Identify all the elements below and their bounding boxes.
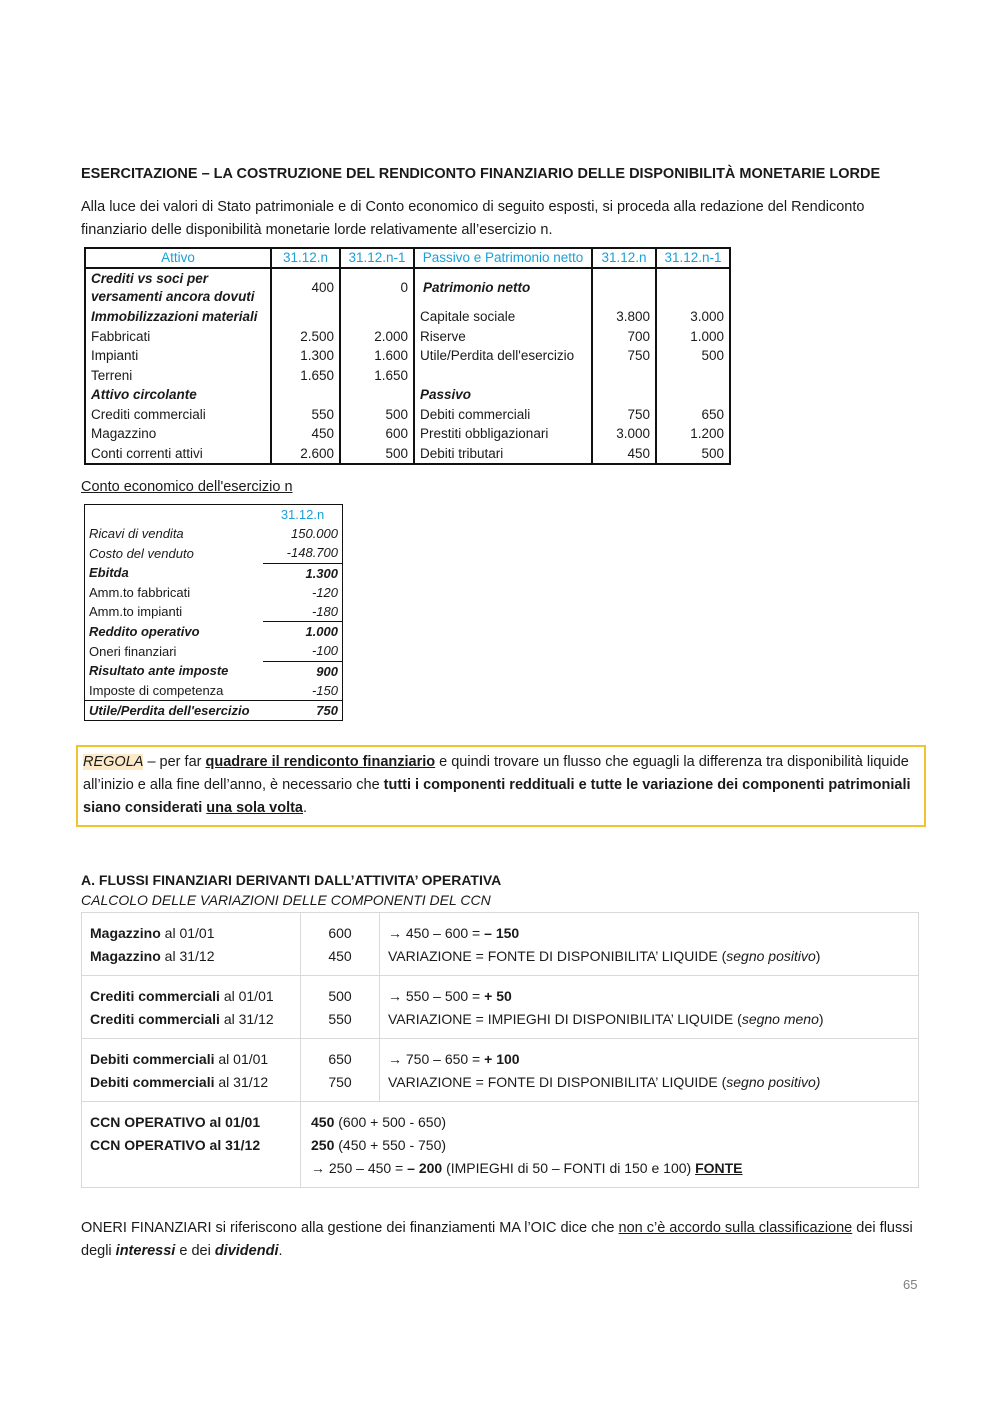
table-row (85, 327, 730, 347)
liability-value-n1: 650 (656, 405, 730, 425)
asset-value-n1: 2.000 (340, 327, 414, 347)
table-row (85, 543, 343, 563)
table-row (85, 366, 730, 386)
asset-value-n1: 500 (340, 444, 414, 465)
balance-sheet-header (85, 248, 730, 268)
table-row (85, 307, 730, 327)
asset-value-n: 450 (271, 424, 340, 444)
row-label: Utile/Perdita dell'esercizio (85, 701, 264, 721)
page-title: ESERCITAZIONE – LA COSTRUZIONE DEL RENDICONTO FINANZIARIO DELLE DISPONIBILITÀ MONETARIE LORDE (81, 166, 881, 182)
asset-value-n: 1.300 (271, 346, 340, 366)
header-year-n: 31.12.n (271, 248, 340, 268)
table-row (82, 976, 919, 1039)
row-label: Amm.to fabbricati (89, 584, 191, 600)
asset-value-n1: 500 (340, 405, 414, 425)
row-value: -180 (311, 604, 338, 620)
table-row (85, 583, 343, 602)
asset-value-n: 400 (271, 268, 340, 307)
asset-label: Crediti vs soci per versamenti ancora dovuti (85, 268, 271, 307)
row-value: 1.000 (263, 622, 343, 642)
asset-label: Crediti commerciali (85, 405, 271, 425)
table-row (85, 268, 730, 307)
liability-value-n (592, 385, 656, 405)
table-row (82, 1039, 919, 1102)
ccn-item-values: 650 750 (301, 1039, 380, 1102)
page-number: 65 (903, 1277, 918, 1292)
liability-value-n: 450 (592, 444, 656, 465)
table-row (85, 405, 730, 425)
row-value: -100 (311, 643, 338, 659)
ccn-item-variation: → 450 – 600 = – 150 VARIAZIONE = FONTE DI DISPONIBILITA’ LIQUIDE (segno positivo) (380, 913, 919, 976)
row-value: -150 (311, 682, 338, 698)
liability-label: Patrimonio netto (414, 268, 592, 307)
liability-label: Riserve (414, 327, 592, 347)
header-year-n: 31.12.n (280, 507, 325, 522)
row-label: Costo del venduto (89, 545, 194, 561)
liability-value-n (592, 366, 656, 386)
liability-value-n1: 500 (656, 444, 730, 465)
liability-label: Debiti commerciali (414, 405, 592, 425)
row-value: 750 (263, 701, 343, 721)
liability-label: Utile/Perdita dell'esercizio (414, 346, 592, 366)
table-row (85, 563, 343, 583)
asset-value-n: 550 (271, 405, 340, 425)
row-value: 1.300 (263, 563, 343, 583)
liability-label: Prestiti obbligazionari (414, 424, 592, 444)
row-label: Ebitda (89, 565, 129, 581)
table-row (85, 602, 343, 622)
table-row (82, 913, 919, 976)
liability-value-n (592, 268, 656, 307)
asset-label: Impianti (85, 346, 271, 366)
asset-value-n1 (340, 385, 414, 405)
asset-value-n1: 1.600 (340, 346, 414, 366)
liability-label: Capitale sociale (414, 307, 592, 327)
ccn-item-variation: → 750 – 650 = + 100 VARIAZIONE = FONTE DI DISPONIBILITA’ LIQUIDE (segno positivo) (380, 1039, 919, 1102)
ccn-total-label: CCN OPERATIVO al 01/01 CCN OPERATIVO al 31/12 (82, 1102, 301, 1188)
liability-value-n1 (656, 385, 730, 405)
liability-value-n: 750 (592, 346, 656, 366)
liability-value-n1: 1.000 (656, 327, 730, 347)
rule-label: REGOLA (83, 754, 144, 770)
header-year-n: 31.12.n (592, 248, 656, 268)
table-row (85, 385, 730, 405)
asset-value-n (271, 385, 340, 405)
liability-value-n1: 1.200 (656, 424, 730, 444)
balance-sheet-table (84, 247, 731, 465)
row-value: -120 (311, 584, 338, 600)
asset-value-n (271, 307, 340, 327)
table-row (85, 641, 343, 661)
row-value: 150.000 (291, 526, 338, 542)
table-row (85, 346, 730, 366)
ccn-total-row (82, 1102, 919, 1188)
liability-value-n: 700 (592, 327, 656, 347)
section-a-subtitle: CALCOLO DELLE VARIAZIONI DELLE COMPONENTI DEL CCN (81, 892, 491, 908)
liability-label (414, 366, 592, 386)
intro-paragraph: Alla luce dei valori di Stato patrimoniale e di Conto economico di seguito esposti, si proceda alla redazione del Rendiconto finanziario delle disponibilità monetarie lorde relativamente all’esercizio n. (81, 199, 865, 238)
ccn-item-label: Debiti commerciali al 01/01 Debiti commerciali al 31/12 (82, 1039, 301, 1102)
table-row (85, 424, 730, 444)
asset-label: Attivo circolante (85, 385, 271, 405)
asset-label: Magazzino (85, 424, 271, 444)
asset-value-n: 2.500 (271, 327, 340, 347)
asset-label: Terreni (85, 366, 271, 386)
income-statement-title: Conto economico dell'esercizio n (81, 479, 293, 495)
liability-value-n1: 3.000 (656, 307, 730, 327)
asset-label: Conti correnti attivi (85, 444, 271, 465)
liability-value-n: 750 (592, 405, 656, 425)
row-value: 900 (263, 661, 343, 681)
liability-value-n1: 500 (656, 346, 730, 366)
asset-label: Fabbricati (85, 327, 271, 347)
liability-value-n1 (656, 366, 730, 386)
ccn-item-values: 600 450 (301, 913, 380, 976)
asset-value-n1 (340, 307, 414, 327)
table-row (85, 444, 730, 465)
ccn-item-variation: → 550 – 500 = + 50 VARIAZIONE = IMPIEGHI DI DISPONIBILITA’ LIQUIDE (segno meno) (380, 976, 919, 1039)
liability-value-n: 3.000 (592, 424, 656, 444)
section-a-title: A. FLUSSI FINANZIARI DERIVANTI DALL’ATTIVITA’ OPERATIVA (81, 872, 502, 888)
rule-box: REGOLA – per far quadrare il rendiconto finanziario e quindi trovare un flusso che eguagli la differenza tra disponibilità liquide all’inizio e alla fine dell’anno, è necessario che tutti i componenti reddituali e tutte le variazione dei componenti patrimoniali siano considerati una sola volta. (76, 745, 926, 827)
asset-value-n1: 600 (340, 424, 414, 444)
asset-value-n1: 0 (340, 268, 414, 307)
asset-value-n: 1.650 (271, 366, 340, 386)
header-attivo: Attivo (85, 248, 271, 268)
liability-value-n: 3.800 (592, 307, 656, 327)
row-label: Ricavi di vendita (89, 526, 184, 542)
liability-label: Passivo (414, 385, 592, 405)
ccn-item-values: 500 550 (301, 976, 380, 1039)
table-row (85, 661, 343, 681)
table-row (85, 524, 343, 543)
asset-value-n: 2.600 (271, 444, 340, 465)
asset-label: Immobilizzazioni materiali (85, 307, 271, 327)
row-label: Amm.to impianti (89, 604, 183, 620)
row-label: Imposte di competenza (89, 682, 224, 698)
row-value: -148.700 (286, 545, 338, 561)
header-passivo: Passivo e Patrimonio netto (414, 248, 592, 268)
ccn-item-label: Magazzino al 01/01 Magazzino al 31/12 (82, 913, 301, 976)
row-label: Reddito operativo (89, 623, 200, 639)
oneri-paragraph: ONERI FINANZIARI si riferiscono alla gestione dei finanziamenti MA l’OIC dice che non c’è accordo sulla classificazione dei flussi degli interessi e dei dividendi. (81, 1220, 913, 1259)
table-row (85, 681, 343, 701)
header-year-n1: 31.12.n-1 (340, 248, 414, 268)
row-label: Risultato ante imposte (89, 663, 229, 679)
income-statement-header (85, 505, 343, 525)
table-row (85, 622, 343, 642)
liability-value-n1 (656, 268, 730, 307)
ccn-item-label: Crediti commerciali al 01/01 Crediti commerciali al 31/12 (82, 976, 301, 1039)
row-label: Oneri finanziari (89, 643, 177, 659)
ccn-total-values: 450 (600 + 500 - 650) 250 (450 + 550 - 750) → 250 – 450 = – 200 (IMPIEGHI di 50 – FONTI di 150 e 100) FONTE (301, 1102, 919, 1188)
table-row (85, 701, 343, 721)
income-statement-table (84, 504, 343, 721)
header-year-n1: 31.12.n-1 (656, 248, 730, 268)
liability-label: Debiti tributari (414, 444, 592, 465)
asset-value-n1: 1.650 (340, 366, 414, 386)
ccn-table (81, 912, 919, 1188)
